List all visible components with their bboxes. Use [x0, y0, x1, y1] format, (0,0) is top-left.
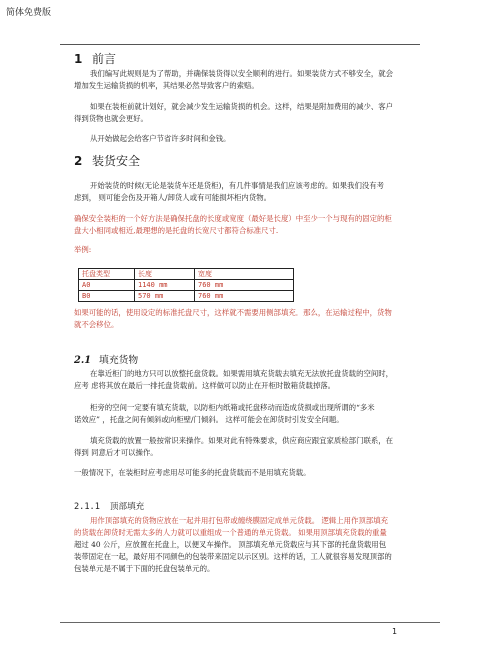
- paragraph: [90, 68, 435, 80]
- paragraph: [90, 515, 435, 527]
- text-line: 确保安全装柜的一个好方法是确保托盘的长度或宽度（最好是长度）中至少一个与现有的固定的柜: [74, 214, 392, 223]
- paragraph: [90, 402, 435, 414]
- table-row: [79, 291, 294, 302]
- text-line: 在靠近柜门的地方只可以放整托盘货载。如果需用填充货载去填充无法放托盘货载的空间时，: [90, 369, 394, 378]
- table-cell: 570 mm: [135, 291, 195, 302]
- paragraph-highlight: [74, 213, 434, 237]
- text-line: 应考 虑将其放在最后一排托盘货载前。这样做可以防止在开柜时散箱货载掉落。: [74, 381, 336, 390]
- text-line: 超过 40 公斤，应放置在托盘上，以便叉车操作。 顶部填充单元货载应与其下部的托盘货载用包: [74, 540, 387, 549]
- heading-title: 填充货物: [99, 355, 139, 366]
- text-line: 装带固定在一起，最好用不同颜色的包装带来固定以示区别。这样的话，工人就很容易发现顶部的: [74, 552, 392, 561]
- header-rule: [60, 44, 420, 45]
- heading-number: 1: [74, 52, 83, 66]
- paragraph: [90, 368, 435, 380]
- text-line: 开始装货的时候(无论是装货车还是货柜)，有几件事情是我们应该考虑的。如果我们没有考: [90, 181, 385, 190]
- heading-2: [74, 152, 140, 169]
- text-line: 增加发生运输货损的机率，其结果必然导致客户的索赔。: [74, 81, 259, 90]
- heading-1: [74, 50, 116, 67]
- paragraph: [74, 80, 434, 92]
- text-line: 填充货载的放置一般按常识来操作。如果对此有特殊要求，供应商应跟宜家质检部门联系，在: [90, 436, 394, 445]
- table-header-cell: 宽度: [195, 269, 294, 280]
- paragraph: [74, 192, 434, 204]
- text-line: 诺效应” ，托盘之间有倾斜或向柜壁/门倾斜。 这样可能会在卸货时引发安全问题。: [74, 415, 344, 424]
- table-cell: 1140 mm: [135, 280, 195, 291]
- table-cell: 760 mm: [195, 291, 294, 302]
- table-cell: 760 mm: [195, 280, 294, 291]
- text-line: 用作顶部填充的货物应放在一起并用打包带或缠绕膜固定成单元货载。 逻辑上用作顶部填充: [90, 516, 388, 525]
- pallet-table: [78, 268, 294, 302]
- text-line: 盘大小相同或相近,最理想的是托盘的长宽尺寸都符合标准尺寸.: [74, 226, 279, 235]
- paragraph: [74, 113, 434, 125]
- heading-title: 顶部填充: [109, 502, 145, 512]
- text-line: 我们编写此规则是为了帮助，并确保装货得以安全顺利的进行。如果装货方式不够安全，就会: [90, 69, 394, 78]
- heading-number: 2.1.1: [74, 502, 100, 512]
- text-line: 包装单元是不属于下面的托盘包装单元的。: [74, 564, 215, 573]
- table-header-cell: 长度: [135, 269, 195, 280]
- table-header-row: [79, 269, 294, 280]
- paragraph-highlight: [74, 307, 434, 331]
- table-cell: B0: [79, 291, 135, 302]
- paragraph: [74, 527, 434, 575]
- text-line: 柜旁的空间一定要有填充货载，以防柜内纸箱或托盘移动而造成货损或出现所谓的“多米: [90, 403, 375, 412]
- paragraph: [74, 414, 434, 426]
- table-header-cell: 托盘类型: [79, 269, 135, 280]
- text-line: 就不会移位。: [74, 320, 119, 329]
- heading-2-1-1: [74, 500, 144, 512]
- example-label: 举例:: [74, 245, 92, 254]
- heading-title: 装货安全: [92, 154, 141, 168]
- text-line: 如果可能的话，使用设定的标准托盘尺寸，这样就不需要用侧部填充．那么，在运输过程中，货物: [74, 308, 392, 317]
- table-cell: A0: [79, 280, 135, 291]
- paragraph: [90, 180, 435, 192]
- page-number: 1: [392, 627, 398, 636]
- paragraph: [74, 380, 434, 392]
- text-line: 虑到， 则可能会伤及开箱人/卸货人或有可能损坏柜内货物。: [74, 193, 271, 202]
- paragraph: [90, 133, 435, 145]
- text-line: 得到货物也就会更好。: [74, 114, 148, 123]
- paragraph: [74, 447, 434, 459]
- text-line: 一般情况下，在装柜时应考虑用尽可能多的托盘货载而不是用填充货载。: [74, 468, 311, 477]
- text-line: 从开始做起会给客户节省许多时间和金钱。: [90, 134, 231, 143]
- heading-2-1: [74, 352, 138, 366]
- table-row: [79, 280, 294, 291]
- text-line: 如果在装柜前就计划好，就会减少发生运输货损的机会。这样，结果是附加费用的减少、客户: [90, 102, 394, 111]
- text-line: 得到 同意后才可以操作。: [74, 448, 158, 457]
- paragraph: [90, 101, 435, 113]
- heading-number: 2.1: [74, 355, 92, 366]
- watermark-label: 简体免费版: [6, 8, 52, 18]
- paragraph: [90, 435, 435, 447]
- heading-title: 前言: [92, 52, 117, 66]
- paragraph: [74, 467, 434, 479]
- text-line: 的货载在卸货时无需太多的人力就可以重组成一个普通的单元货载。 如果用顶部填充货载的重量: [74, 528, 387, 537]
- heading-number: 2: [74, 154, 83, 168]
- footer-rule: [60, 622, 440, 623]
